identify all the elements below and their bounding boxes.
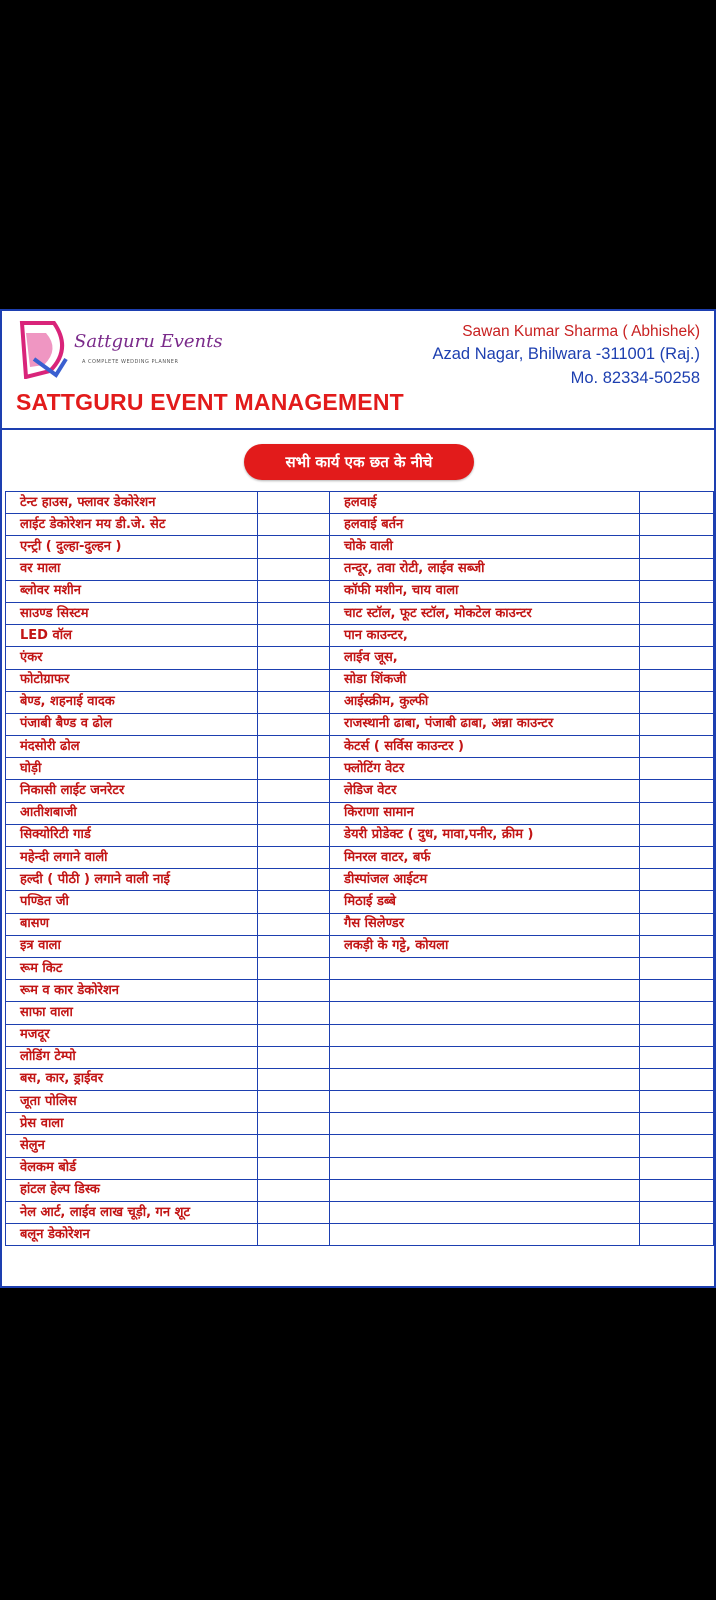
blank-cell (258, 780, 330, 802)
service-right (330, 1179, 640, 1201)
blank-cell (640, 647, 714, 669)
table-row (6, 1002, 714, 1024)
blank-cell (258, 514, 330, 536)
service-right (330, 980, 640, 1002)
blank-cell (258, 580, 330, 602)
blank-cell (640, 1202, 714, 1224)
blank-cell (258, 913, 330, 935)
blank-cell (258, 1135, 330, 1157)
table-row (6, 647, 714, 669)
blank-cell (258, 691, 330, 713)
service-right: पान काउन्टर, (330, 625, 640, 647)
blank-cell (640, 558, 714, 580)
sattguru-logo-icon (16, 319, 76, 379)
service-right: किराणा सामान (330, 802, 640, 824)
blank-cell (258, 713, 330, 735)
service-right: मिठाई डब्बे (330, 891, 640, 913)
blank-cell (258, 758, 330, 780)
service-right (330, 957, 640, 979)
service-right: मिनरल वाटर, बर्फ (330, 847, 640, 869)
table-row (6, 602, 714, 624)
blank-cell (258, 1179, 330, 1201)
blank-cell (258, 980, 330, 1002)
service-right: गैस सिलेण्डर (330, 913, 640, 935)
blank-cell (640, 980, 714, 1002)
blank-cell (258, 1202, 330, 1224)
service-left: फोटोग्राफर (6, 669, 258, 691)
service-right (330, 1046, 640, 1068)
blank-cell (258, 669, 330, 691)
blank-cell (258, 891, 330, 913)
company-name: SATTGURU EVENT MANAGEMENT (16, 389, 404, 415)
blank-cell (640, 1113, 714, 1135)
service-right: चोके वाली (330, 536, 640, 558)
service-left: सिक्योरिटी गार्ड (6, 824, 258, 846)
service-right: केटर्स ( सर्विस काउन्टर ) (330, 736, 640, 758)
service-right: डेयरी प्रोडेक्ट ( दुध, मावा,पनीर, क्रीम ) (330, 824, 640, 846)
table-row (6, 869, 714, 891)
service-left: मजदूर (6, 1024, 258, 1046)
blank-cell (640, 736, 714, 758)
service-left: वेलकम बोर्ड (6, 1157, 258, 1179)
table-row (6, 1135, 714, 1157)
service-left: पंजाबी बैण्ड व ढोल (6, 713, 258, 735)
service-left: महेन्दी लगाने वाली (6, 847, 258, 869)
blank-cell (258, 869, 330, 891)
service-left: बेण्ड, शहनाई वादक (6, 691, 258, 713)
service-right: सोडा शिंकजी (330, 669, 640, 691)
service-left: आतीशबाजी (6, 802, 258, 824)
service-right: लेडिज वेटर (330, 780, 640, 802)
service-right: राजस्थानी ढाबा, पंजाबी ढाबा, अन्ना काउन्टर (330, 713, 640, 735)
blank-cell (258, 1068, 330, 1090)
blank-cell (258, 935, 330, 957)
service-left: निकासी लाईट जनरेटर (6, 780, 258, 802)
table-row (6, 736, 714, 758)
service-left: जूता पोलिस (6, 1091, 258, 1113)
blank-cell (640, 1024, 714, 1046)
blank-cell (640, 1068, 714, 1090)
blank-cell (640, 713, 714, 735)
blank-cell (640, 847, 714, 869)
blank-cell (640, 891, 714, 913)
blank-cell (640, 1091, 714, 1113)
service-right (330, 1113, 640, 1135)
services-table (5, 491, 714, 1246)
table-row (6, 558, 714, 580)
contact-address: Azad Nagar, Bhilwara -311001 (Raj.) (432, 345, 700, 363)
table-row (6, 913, 714, 935)
blank-cell (258, 1157, 330, 1179)
blank-cell (640, 1046, 714, 1068)
service-right: फ्लोटिंग वेटर (330, 758, 640, 780)
service-left: साउण्ड सिस्टम (6, 602, 258, 624)
service-left: लाईट डेकोरेशन मय डी.जे. सेट (6, 514, 258, 536)
table-row (6, 669, 714, 691)
blank-cell (640, 869, 714, 891)
table-row (6, 824, 714, 846)
table-row (6, 1068, 714, 1090)
table-row (6, 1113, 714, 1135)
blank-cell (640, 492, 714, 514)
service-left: रूम किट (6, 957, 258, 979)
blank-cell (258, 647, 330, 669)
service-left: टेन्ट हाउस, फ्लावर डेकोरेशन (6, 492, 258, 514)
blank-cell (258, 847, 330, 869)
company-logo (16, 319, 223, 379)
blank-cell (640, 1179, 714, 1201)
service-left: LED वॉल (6, 625, 258, 647)
blank-cell (640, 957, 714, 979)
table-row (6, 802, 714, 824)
logo-tagline: A COMPLETE WEDDING PLANNER (82, 359, 179, 365)
service-right: आईस्क्रीम, कुल्फी (330, 691, 640, 713)
table-row (6, 1091, 714, 1113)
blank-cell (258, 1224, 330, 1246)
service-left: घोड़ी (6, 758, 258, 780)
service-right: तन्दूर, तवा रोटी, लाईव सब्जी (330, 558, 640, 580)
service-left: सेलुन (6, 1135, 258, 1157)
blank-cell (258, 536, 330, 558)
blank-cell (258, 602, 330, 624)
service-left: रूम व कार डेकोरेशन (6, 980, 258, 1002)
service-right (330, 1068, 640, 1090)
service-left: एंकर (6, 647, 258, 669)
service-right (330, 1024, 640, 1046)
blank-cell (258, 957, 330, 979)
blank-cell (640, 669, 714, 691)
blank-cell (640, 824, 714, 846)
service-right (330, 1224, 640, 1246)
blank-cell (640, 758, 714, 780)
service-right (330, 1002, 640, 1024)
blank-cell (640, 602, 714, 624)
table-row (6, 580, 714, 602)
table-row (6, 957, 714, 979)
blank-cell (640, 935, 714, 957)
blank-cell (258, 558, 330, 580)
service-left: हल्दी ( पीठी ) लगाने वाली नाई (6, 869, 258, 891)
service-left: इत्र वाला (6, 935, 258, 957)
contact-phone: Mo. 82334-50258 (570, 369, 700, 387)
service-right: चाट स्टॉल, फूट स्टॉल, मोकटेल काउन्टर (330, 602, 640, 624)
service-right (330, 1202, 640, 1224)
service-left: मंदसोरी ढोल (6, 736, 258, 758)
tagline-banner: सभी कार्य एक छत के नीचे (244, 444, 474, 480)
service-left: बासण (6, 913, 258, 935)
service-sheet (0, 309, 716, 1288)
service-left: हांटल हेल्प डिस्क (6, 1179, 258, 1201)
blank-cell (640, 514, 714, 536)
table-row (6, 713, 714, 735)
table-row (6, 980, 714, 1002)
blank-cell (258, 625, 330, 647)
blank-cell (640, 691, 714, 713)
service-right: लाईव जूस, (330, 647, 640, 669)
letterhead (2, 311, 714, 430)
table-row (6, 1046, 714, 1068)
table-row (6, 1179, 714, 1201)
blank-cell (258, 824, 330, 846)
service-right (330, 1091, 640, 1113)
table-row (6, 1224, 714, 1246)
table-row (6, 625, 714, 647)
blank-cell (258, 1024, 330, 1046)
blank-cell (640, 1224, 714, 1246)
service-right (330, 1135, 640, 1157)
blank-cell (640, 913, 714, 935)
contact-name: Sawan Kumar Sharma ( Abhishek) (462, 323, 700, 340)
service-left: प्रेस वाला (6, 1113, 258, 1135)
blank-cell (258, 1113, 330, 1135)
blank-cell (640, 1157, 714, 1179)
service-left: लोडिंग टेम्पो (6, 1046, 258, 1068)
logo-script-text: Sattguru Events (74, 331, 223, 352)
table-row (6, 1024, 714, 1046)
table-row (6, 1157, 714, 1179)
service-right: कॉफी मशीन, चाय वाला (330, 580, 640, 602)
table-row (6, 691, 714, 713)
service-right: हलवाई (330, 492, 640, 514)
blank-cell (640, 536, 714, 558)
service-left: पण्डित जी (6, 891, 258, 913)
blank-cell (258, 492, 330, 514)
table-row (6, 847, 714, 869)
table-row (6, 536, 714, 558)
table-row (6, 1202, 714, 1224)
table-row (6, 492, 714, 514)
blank-cell (258, 802, 330, 824)
blank-cell (258, 1091, 330, 1113)
service-left: एन्ट्री ( दुल्हा-दुल्हन ) (6, 536, 258, 558)
service-left: ब्लोवर मशीन (6, 580, 258, 602)
service-left: बस, कार, ड्राईवर (6, 1068, 258, 1090)
service-left: वर माला (6, 558, 258, 580)
blank-cell (640, 625, 714, 647)
blank-cell (258, 1046, 330, 1068)
table-row (6, 891, 714, 913)
table-row (6, 780, 714, 802)
service-right (330, 1157, 640, 1179)
service-right: लकड़ी के गट्टे, कोयला (330, 935, 640, 957)
table-row (6, 758, 714, 780)
table-row (6, 935, 714, 957)
service-right: डीस्पांजल आईटम (330, 869, 640, 891)
blank-cell (640, 802, 714, 824)
blank-cell (640, 780, 714, 802)
blank-cell (640, 1135, 714, 1157)
table-row (6, 514, 714, 536)
blank-cell (258, 1002, 330, 1024)
blank-cell (640, 1002, 714, 1024)
service-right: हलवाई बर्तन (330, 514, 640, 536)
service-left: साफा वाला (6, 1002, 258, 1024)
service-left: नेल आर्ट, लाईव लाख चूड़ी, गन शूट (6, 1202, 258, 1224)
blank-cell (258, 736, 330, 758)
blank-cell (640, 580, 714, 602)
service-left: बलून डेकोरेशन (6, 1224, 258, 1246)
